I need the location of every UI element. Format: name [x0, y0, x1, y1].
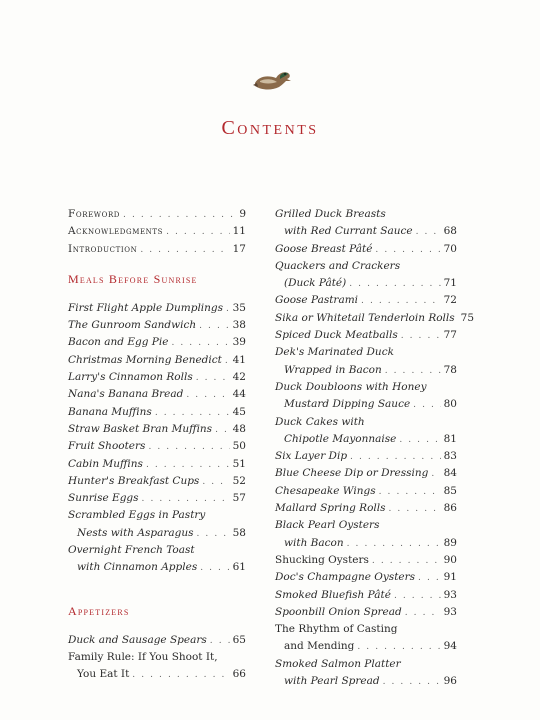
- toc-entry[interactable]: [275, 310, 475, 327]
- entry-page: 71: [443, 277, 457, 290]
- toc-entry[interactable]: [68, 369, 246, 386]
- entry-title-cont: You Eat It: [77, 668, 130, 681]
- toc-entry[interactable]: [275, 292, 457, 309]
- entry-title: Banana Muffins: [68, 405, 152, 418]
- entry-title: Six Layer Dip: [275, 450, 348, 463]
- toc-entry-cont[interactable]: [275, 362, 457, 379]
- toc-entry[interactable]: [68, 507, 246, 524]
- entry-title: Black Pearl Oysters: [275, 519, 380, 532]
- toc-entry[interactable]: [68, 456, 246, 473]
- toc-entry-cont[interactable]: [275, 638, 457, 655]
- entry-title: Nana's Banana Bread: [68, 388, 184, 401]
- entry-page: 17: [232, 242, 246, 255]
- entry-page: 58: [232, 526, 246, 539]
- entry-title: Duck Doubloons with Honey: [275, 380, 427, 393]
- entry-page: 83: [443, 450, 457, 463]
- entry-title-cont: (Duck Pâté): [284, 277, 347, 290]
- entry-title: Spiced Duck Meatballs: [275, 329, 398, 342]
- entry-page: 9: [239, 208, 246, 220]
- toc-entry[interactable]: [275, 379, 457, 396]
- entry-page: 89: [443, 536, 457, 549]
- entry-page: 78: [443, 363, 457, 376]
- toc-entry[interactable]: [68, 386, 246, 403]
- entry-page: 81: [443, 432, 457, 445]
- toc-entry[interactable]: [275, 414, 457, 431]
- entry-page: 44: [232, 388, 246, 401]
- section-heading: Meals Before Sunrise: [68, 271, 198, 286]
- entry-title: Smoked Bluefish Pâté: [275, 588, 391, 601]
- toc-entry[interactable]: [275, 604, 457, 621]
- entry-page: 86: [443, 502, 457, 515]
- entry-title-cont: and Mending: [284, 640, 355, 653]
- entry-title: Goose Pastrami: [275, 294, 359, 307]
- entry-title: Grilled Duck Breasts: [275, 208, 386, 220]
- entry-page: 52: [232, 474, 246, 487]
- entry-page: 41: [232, 353, 246, 366]
- toc-entry-cont[interactable]: [275, 535, 457, 552]
- entry-title: Doc's Champagne Oysters: [275, 571, 416, 584]
- entry-page: 35: [232, 301, 246, 314]
- entry-title: Overnight French Toast: [68, 544, 195, 557]
- toc-entry[interactable]: [68, 542, 246, 559]
- toc-entry-acknowledgments[interactable]: [68, 223, 246, 240]
- entry-title: Shucking Oysters: [275, 553, 369, 566]
- entry-page: 39: [232, 336, 246, 349]
- toc-entry[interactable]: [68, 473, 246, 490]
- entry-title: Chesapeake Wings: [275, 484, 376, 497]
- toc-entry-cont[interactable]: [275, 223, 457, 240]
- toc-entry[interactable]: [275, 327, 457, 344]
- entry-title: Quackers and Crackers: [275, 259, 401, 272]
- entry-title-cont: Mustard Dipping Sauce: [284, 398, 411, 411]
- duck-icon: [249, 63, 293, 97]
- toc-entry-introduction[interactable]: [68, 241, 246, 258]
- entry-page: 72: [443, 294, 457, 307]
- entry-page: 94: [443, 640, 457, 653]
- entry-title: Sika or Whitetail Tenderloin Rolls: [275, 311, 455, 324]
- entry-title: Foreword: [68, 208, 121, 220]
- toc-entry[interactable]: [68, 632, 246, 649]
- entry-title: Smoked Salmon Platter: [275, 657, 401, 670]
- toc-entry-cont[interactable]: [275, 396, 457, 413]
- entry-title-cont: with Bacon: [284, 536, 344, 549]
- entry-page: 80: [443, 398, 457, 411]
- toc-entry-cont[interactable]: [68, 666, 246, 683]
- page-title: Contents: [221, 117, 319, 139]
- entry-page: 38: [232, 319, 246, 332]
- entry-page: 75: [460, 311, 475, 324]
- toc-entry[interactable]: [275, 552, 457, 569]
- entry-title: Sunrise Eggs: [68, 492, 139, 505]
- toc-entry[interactable]: [275, 621, 457, 638]
- toc-entry-cont[interactable]: [275, 431, 457, 448]
- toc-entry-cont[interactable]: [68, 525, 246, 542]
- toc-entry[interactable]: [275, 517, 457, 534]
- entry-page: 91: [443, 571, 457, 584]
- entry-page: 93: [443, 605, 457, 618]
- entry-page: 77: [443, 329, 457, 342]
- entry-title: Hunter's Breakfast Cups: [68, 474, 200, 487]
- entry-page: 45: [232, 405, 246, 418]
- toc-entry[interactable]: [275, 344, 457, 361]
- toc-entry[interactable]: [275, 587, 457, 604]
- toc-entry[interactable]: [68, 300, 246, 317]
- entry-title: The Gunroom Sandwich: [68, 319, 197, 332]
- toc-entry[interactable]: [68, 352, 246, 369]
- entry-page: 48: [232, 422, 246, 435]
- entry-title: Dek's Marinated Duck: [275, 346, 394, 359]
- entry-page: 65: [232, 633, 246, 646]
- entry-page: 96: [443, 675, 457, 688]
- entry-title: Bacon and Egg Pie: [68, 336, 169, 349]
- toc-entry[interactable]: [68, 490, 246, 507]
- entry-page: 61: [232, 561, 246, 574]
- entry-title: Goose Breast Pâté: [275, 242, 373, 255]
- toc-entry[interactable]: [275, 241, 457, 258]
- entry-page: 85: [443, 484, 457, 497]
- toc-entry-cont[interactable]: [68, 559, 246, 576]
- entry-title: Duck Cakes with: [275, 415, 365, 428]
- toc-entry[interactable]: [275, 206, 457, 223]
- entry-page: 57: [232, 492, 246, 505]
- toc-entry[interactable]: [275, 656, 457, 673]
- entry-title: Introduction: [68, 242, 138, 255]
- entry-title: First Flight Apple Dumplings: [68, 301, 224, 314]
- entry-title: Larry's Cinnamon Rolls: [68, 371, 193, 384]
- entry-title: Straw Basket Bran Muffins: [68, 422, 213, 435]
- toc-entry[interactable]: [68, 421, 246, 438]
- toc-entry[interactable]: [275, 448, 457, 465]
- entry-title: Family Rule: If You Shoot It,: [68, 650, 218, 663]
- entry-title-cont: with Pearl Spread: [284, 675, 380, 688]
- toc-entry[interactable]: [68, 334, 246, 351]
- section-heading: Appetizers: [68, 603, 130, 618]
- entry-title: Mallard Spring Rolls: [275, 502, 386, 515]
- entry-page: 51: [232, 457, 246, 470]
- entry-title-cont: Wrapped in Bacon: [284, 363, 382, 376]
- entry-title: Spoonbill Onion Spread: [275, 605, 402, 618]
- entry-title: Blue Cheese Dip or Dressing: [275, 467, 429, 480]
- toc-entry[interactable]: [275, 569, 457, 586]
- entry-title: Acknowledgments: [68, 225, 164, 238]
- entry-title: Duck and Sausage Spears: [68, 633, 207, 646]
- toc-entry[interactable]: [68, 317, 246, 334]
- entry-title: Christmas Morning Benedict: [68, 353, 222, 366]
- entry-page: 11: [232, 225, 246, 238]
- entry-page: 42: [232, 371, 246, 384]
- toc-entry[interactable]: [275, 465, 457, 482]
- toc-entry[interactable]: [68, 404, 246, 421]
- toc-entry-foreword[interactable]: [68, 206, 246, 223]
- toc-entry-cont[interactable]: [275, 673, 457, 690]
- toc-entry[interactable]: [68, 438, 246, 455]
- toc-entry-cont[interactable]: [275, 275, 457, 292]
- entry-title: The Rhythm of Casting: [275, 623, 398, 636]
- entry-page: 50: [232, 440, 246, 453]
- contents-column-right: [275, 206, 475, 690]
- entry-title: Scrambled Eggs in Pastry: [68, 509, 206, 522]
- entry-title-cont: with Red Currant Sauce: [284, 225, 413, 238]
- entry-title-cont: Chipotle Mayonnaise: [284, 432, 397, 445]
- entry-page: 84: [443, 467, 457, 480]
- toc-entry[interactable]: [275, 500, 457, 517]
- entry-page: 70: [443, 242, 457, 255]
- contents-column-left: [68, 206, 246, 684]
- entry-title: Cabin Muffins: [68, 457, 143, 470]
- entry-title-cont: Nests with Asparagus: [77, 526, 194, 539]
- entry-title-cont: with Cinnamon Apples: [77, 561, 198, 574]
- entry-page: 66: [232, 668, 246, 681]
- entry-page: 93: [443, 588, 457, 601]
- entry-page: 68: [443, 225, 457, 238]
- toc-entry[interactable]: [275, 258, 457, 275]
- toc-entry[interactable]: [275, 483, 457, 500]
- entry-title: Fruit Shooters: [68, 440, 146, 453]
- entry-page: 90: [443, 553, 457, 566]
- toc-entry[interactable]: [68, 649, 246, 666]
